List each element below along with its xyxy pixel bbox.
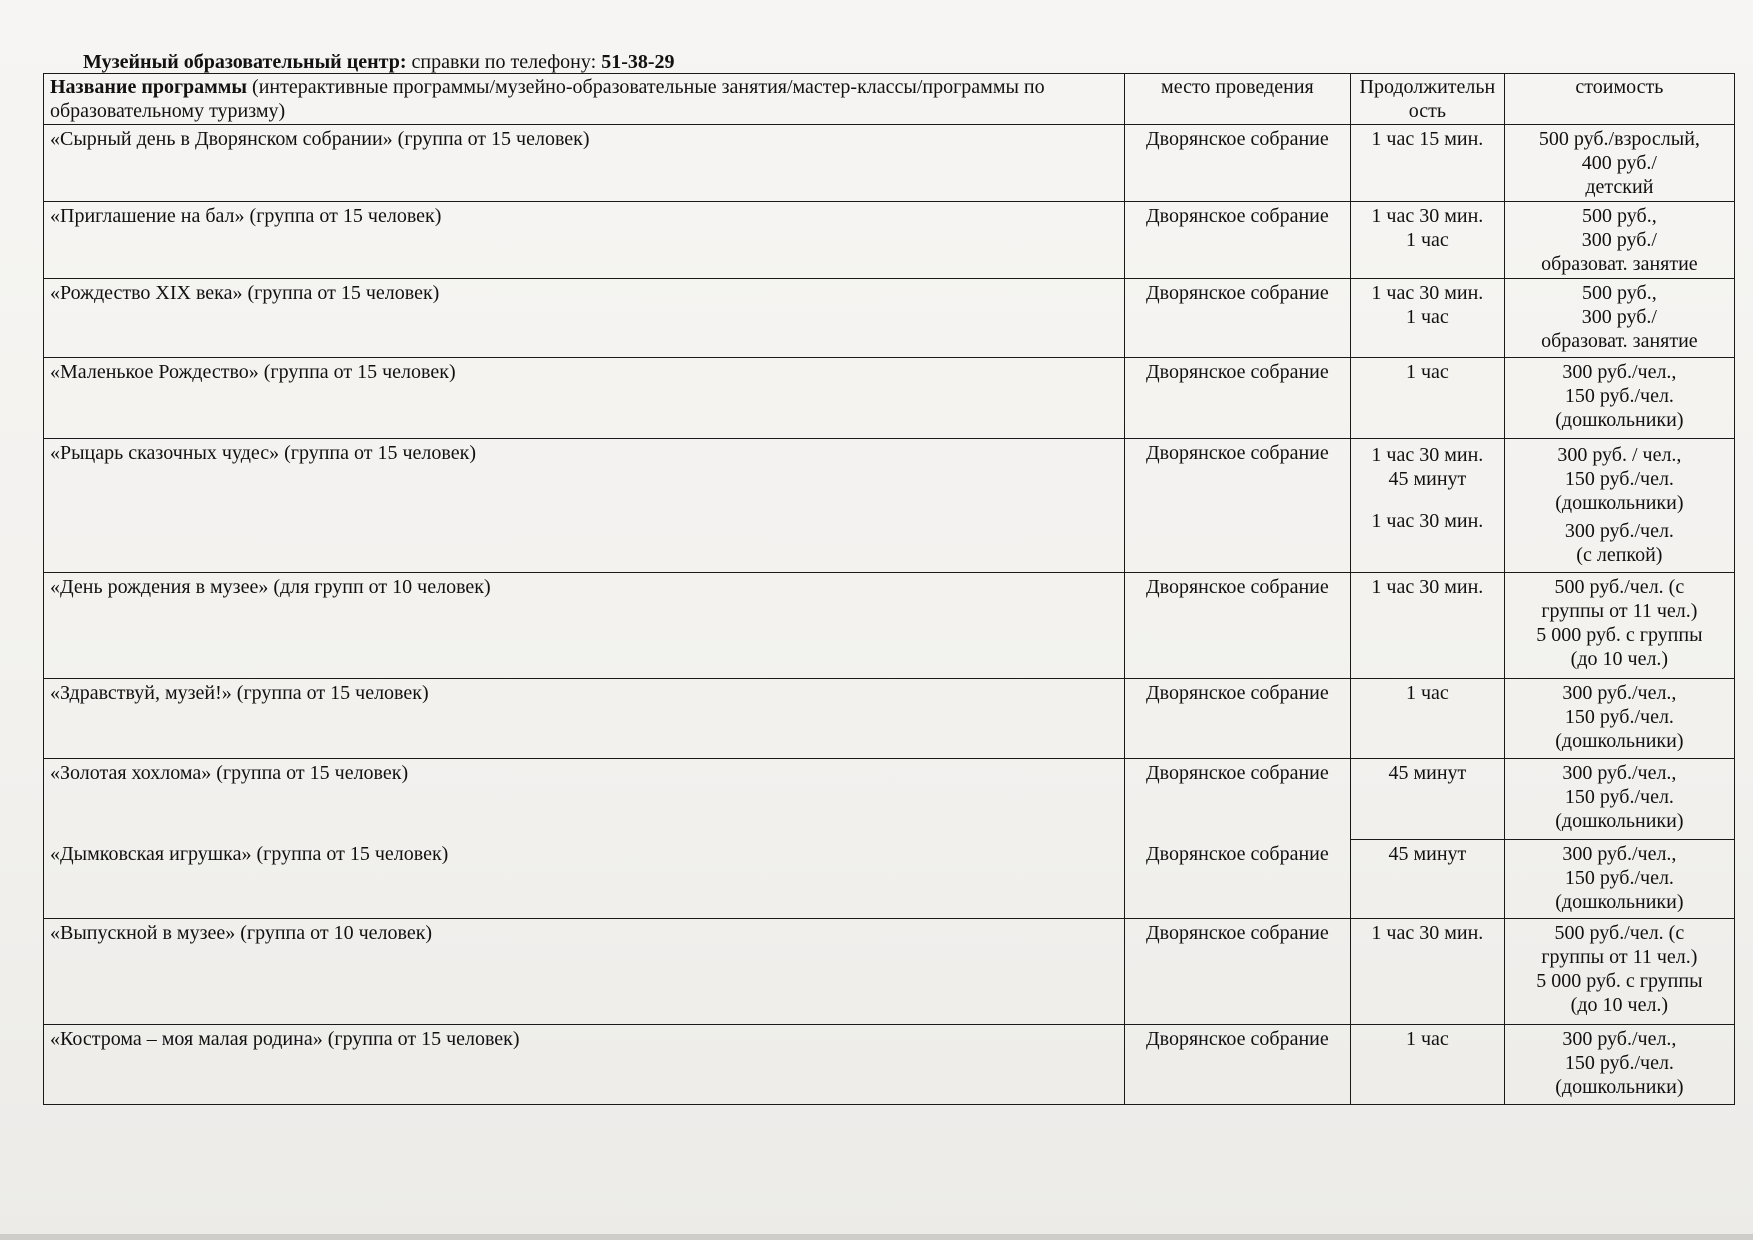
- row-place: Дворянское собрание: [1124, 358, 1350, 439]
- row-duration-text: 1 час: [1405, 361, 1449, 383]
- row-name: «Кострома – моя малая родина» (группа от 15 человек): [44, 1025, 1125, 1105]
- table-row: [44, 202, 1735, 279]
- row-duration-option-2: 1 час 30 мин.: [1371, 510, 1484, 532]
- row-name: «Маленькое Рождество» (группа от 15 человек): [44, 358, 1125, 439]
- row-cost: [1504, 679, 1734, 759]
- header-name-bold: Название программы: [50, 76, 248, 98]
- page-heading: [83, 51, 675, 73]
- row-place: Дворянское собрание: [1124, 202, 1350, 279]
- row-duration-option-1: 1 час 30 мин. 45 минут: [1371, 444, 1484, 490]
- row-name: «Рыцарь сказочных чудес» (группа от 15 человек): [44, 439, 1125, 573]
- row-name: «Дымковская игрушка» (группа от 15 человек): [44, 840, 1125, 919]
- table-row: [44, 573, 1735, 679]
- row-duration: [1350, 125, 1504, 202]
- row-duration-text: 1 час 15 мин.: [1371, 128, 1484, 150]
- row-place: Дворянское собрание: [1124, 919, 1350, 1025]
- table-row: [44, 919, 1735, 1025]
- row-place: Дворянское собрание: [1124, 279, 1350, 358]
- row-cost-text: 500 руб., 300 руб./ образоват. занятие: [1541, 205, 1698, 275]
- table-row: [44, 439, 1735, 573]
- row-duration: [1350, 202, 1504, 279]
- row-duration: [1350, 358, 1504, 439]
- row-duration-text: 1 час 30 мин.: [1371, 922, 1484, 944]
- row-cost: [1504, 125, 1734, 202]
- row-cost: [1504, 919, 1734, 1025]
- row-duration: [1350, 573, 1504, 679]
- header-cost: стоимость: [1504, 74, 1734, 125]
- row-cost-option-2: 300 руб./чел. (с лепкой): [1564, 520, 1674, 566]
- row-cost-text: 500 руб./чел. (с группы от 11 чел.) 5 000 руб. с группы (до 10 чел.): [1536, 576, 1703, 670]
- row-cost-text: 500 руб./взрослый, 400 руб./ детский: [1538, 128, 1700, 198]
- row-duration: [1350, 279, 1504, 358]
- row-place: Дворянское собрание: [1124, 1025, 1350, 1105]
- row-cost: [1504, 840, 1734, 919]
- row-place: Дворянское собрание: [1124, 759, 1350, 840]
- row-cost: [1504, 759, 1734, 840]
- table-row: [44, 125, 1735, 202]
- row-duration-text: 1 час 30 мин. 1 час: [1371, 282, 1484, 328]
- row-cost: [1504, 573, 1734, 679]
- row-name: «Выпускной в музее» (группа от 10 человек): [44, 919, 1125, 1025]
- row-cost: [1504, 279, 1734, 358]
- row-name: «Сырный день в Дворянском собрании» (группа от 15 человек): [44, 125, 1125, 202]
- row-duration-text: 1 час 30 мин.: [1371, 576, 1484, 598]
- row-cost-text: 500 руб., 300 руб./ образоват. занятие: [1541, 282, 1698, 352]
- row-cost: [1504, 202, 1734, 279]
- row-name: «Здравствуй, музей!» (группа от 15 человек): [44, 679, 1125, 759]
- row-cost-option-1: 300 руб. / чел., 150 руб./чел. (дошкольники): [1555, 444, 1684, 514]
- table-row: [44, 358, 1735, 439]
- row-duration-text: 1 час: [1405, 1028, 1449, 1050]
- row-duration: [1350, 1025, 1504, 1105]
- row-place: Дворянское собрание: [1124, 439, 1350, 573]
- row-duration-text: 45 минут: [1388, 843, 1467, 865]
- row-duration: [1350, 439, 1504, 573]
- row-duration-text: 1 час: [1405, 682, 1449, 704]
- header-name-rest: (интерактивные программы/музейно-образовательные занятия/мастер-классы/программы по образовательному туризму): [50, 76, 1045, 122]
- scan-edge: [0, 1234, 1753, 1240]
- row-name: «День рождения в музее» (для групп от 10 человек): [44, 573, 1125, 679]
- row-name: «Золотая хохлома» (группа от 15 человек): [44, 759, 1125, 840]
- table-row: [44, 840, 1735, 919]
- table-row: [44, 279, 1735, 358]
- row-place: Дворянское собрание: [1124, 840, 1350, 919]
- header-name: [44, 74, 1125, 125]
- header-duration: Продолжительность: [1350, 74, 1504, 125]
- row-cost: [1504, 1025, 1734, 1105]
- table-header-row: [44, 74, 1735, 125]
- header-place: место проведения: [1124, 74, 1350, 125]
- row-name: «Приглашение на бал» (группа от 15 человек): [44, 202, 1125, 279]
- row-place: Дворянское собрание: [1124, 679, 1350, 759]
- row-place: Дворянское собрание: [1124, 573, 1350, 679]
- heading-phone: 51-38-29: [601, 51, 675, 73]
- row-place: Дворянское собрание: [1124, 125, 1350, 202]
- row-cost-text: 300 руб./чел., 150 руб./чел. (дошкольники): [1555, 361, 1684, 431]
- row-cost-text: 300 руб./чел., 150 руб./чел. (дошкольники): [1555, 1028, 1684, 1098]
- row-duration: [1350, 759, 1504, 840]
- programs-table: [43, 73, 1735, 1105]
- row-cost-text: 300 руб./чел., 150 руб./чел. (дошкольники): [1555, 843, 1684, 913]
- row-cost: [1504, 439, 1734, 573]
- row-duration: [1350, 840, 1504, 919]
- row-cost-text: 500 руб./чел. (с группы от 11 чел.) 5 000 руб. с группы (до 10 чел.): [1536, 922, 1703, 1016]
- table-row: [44, 759, 1735, 840]
- row-duration: [1350, 919, 1504, 1025]
- row-duration-text: 1 час 30 мин. 1 час: [1371, 205, 1484, 251]
- row-cost-text: 300 руб./чел., 150 руб./чел. (дошкольники): [1555, 682, 1684, 752]
- table-row: [44, 679, 1735, 759]
- row-cost: [1504, 358, 1734, 439]
- row-duration-text: 45 минут: [1388, 762, 1467, 784]
- heading-phone-label: справки по телефону:: [406, 51, 602, 73]
- row-duration: [1350, 679, 1504, 759]
- table-row: [44, 1025, 1735, 1105]
- row-name: «Рождество XIX века» (группа от 15 человек): [44, 279, 1125, 358]
- row-cost-text: 300 руб./чел., 150 руб./чел. (дошкольники): [1555, 762, 1684, 832]
- heading-title: Музейный образовательный центр:: [83, 51, 407, 73]
